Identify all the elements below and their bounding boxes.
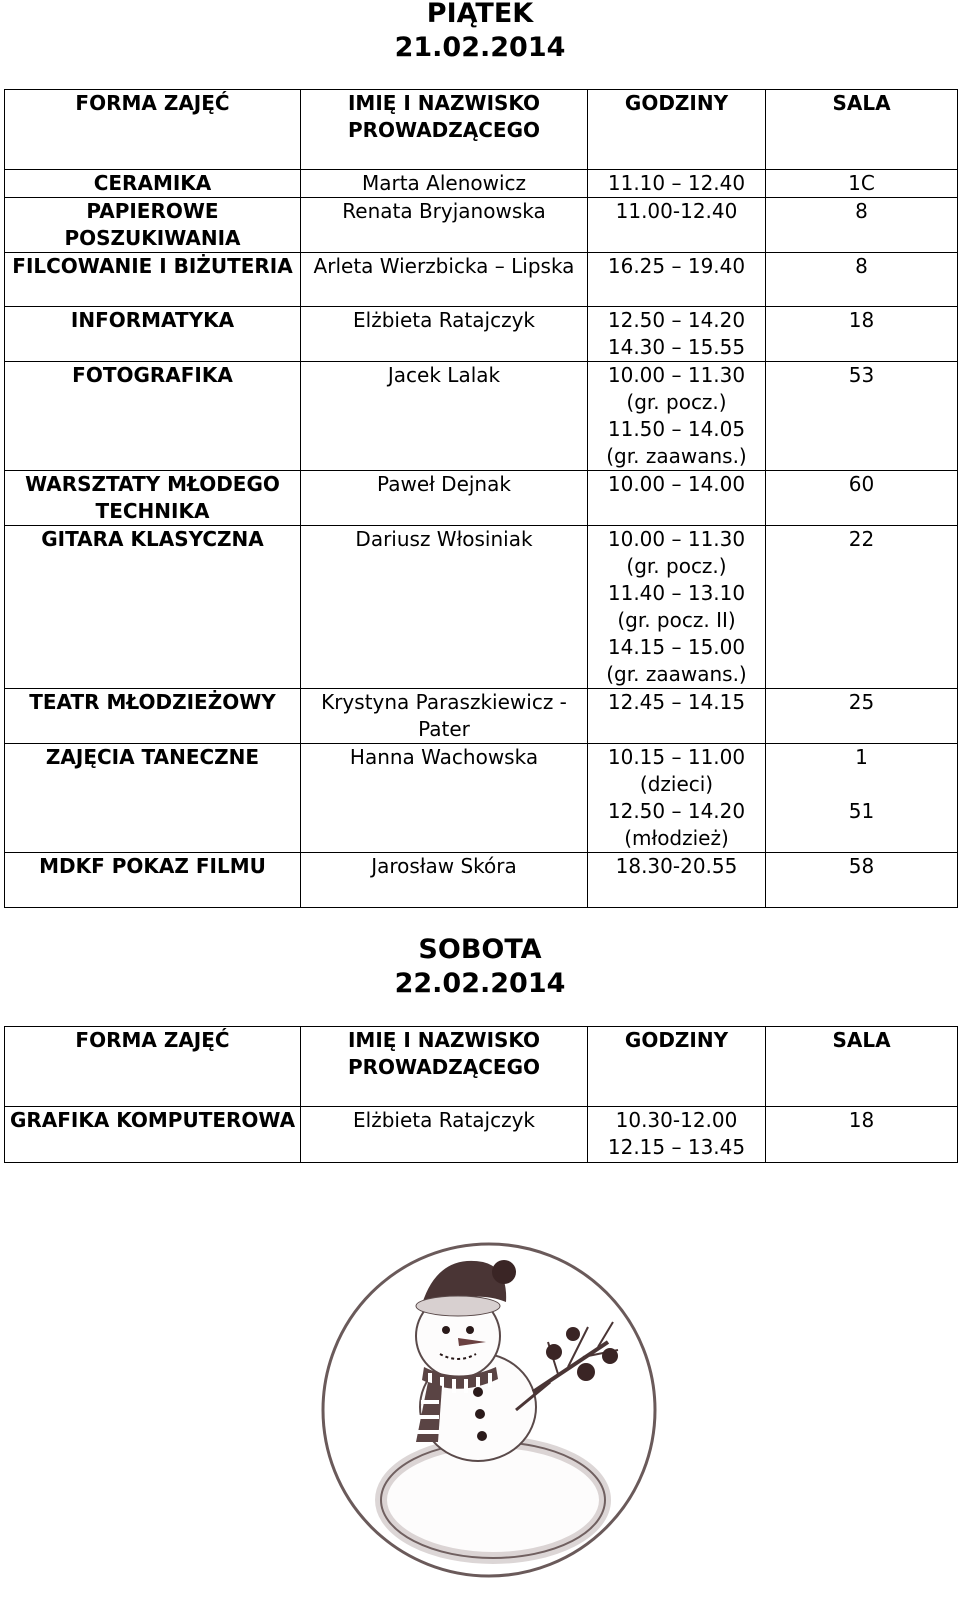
cell-sala	[766, 307, 958, 362]
cell-line: (gr. pocz. II)	[617, 608, 736, 632]
cell-sala	[766, 744, 958, 853]
friday-day: PIĄTEK	[426, 0, 534, 29]
cell-prowadzacy: Elżbieta Ratajczyk	[301, 1107, 588, 1163]
column-header: FORMA ZAJĘĆ	[5, 1027, 301, 1107]
cell-godziny	[588, 198, 766, 253]
table-row	[5, 471, 958, 526]
table-row	[5, 253, 958, 307]
cell-line: (gr. pocz.)	[626, 390, 727, 414]
cell-line: 10.15 – 11.00	[607, 745, 746, 769]
cell-line: 8	[855, 254, 868, 278]
table-row	[5, 1107, 958, 1163]
table-row	[5, 198, 958, 253]
cell-line: 18.30-20.55	[615, 854, 738, 878]
cell-line: 53	[848, 363, 875, 387]
cell-forma: FILCOWANIE I BIŻUTERIA	[5, 253, 301, 307]
friday-table-body	[5, 90, 958, 908]
saturday-date: 22.02.2014	[394, 968, 566, 999]
cell-line: 12.50 – 14.20	[607, 308, 746, 332]
cell-prowadzacy: Jacek Lalak	[301, 362, 588, 471]
cell-sala	[766, 198, 958, 253]
cell-sala	[766, 853, 958, 908]
table-header-row	[5, 90, 958, 170]
column-header: IMIĘ I NAZWISKO PROWADZĄCEGO	[301, 1027, 588, 1107]
cell-line: 16.25 – 19.40	[607, 254, 746, 278]
cell-line: 10.00 – 11.30	[607, 363, 746, 387]
cell-line: 60	[848, 472, 875, 496]
cell-godziny	[588, 307, 766, 362]
cell-prowadzacy: Elżbieta Ratajczyk	[301, 307, 588, 362]
cell-line: 58	[848, 854, 875, 878]
cell-line: 25	[848, 690, 875, 714]
cell-line: 1C	[848, 171, 875, 195]
cell-forma: INFORMATYKA	[5, 307, 301, 362]
cell-godziny	[588, 1107, 766, 1163]
cell-line: 51	[848, 799, 875, 823]
cell-prowadzacy: Jarosław Skóra	[301, 853, 588, 908]
cell-line: 11.50 – 14.05	[607, 417, 746, 441]
cell-godziny	[588, 689, 766, 744]
saturday-day: SOBOTA	[418, 934, 542, 965]
cell-prowadzacy: Krystyna Paraszkiewicz - Pater	[301, 689, 588, 744]
cell-line: 11.40 – 13.10	[607, 581, 746, 605]
cell-sala	[766, 362, 958, 471]
cell-line: (gr. pocz.)	[626, 554, 727, 578]
cell-line: 18	[848, 1108, 875, 1132]
cell-line: 10.30-12.00	[615, 1108, 738, 1132]
table-row	[5, 744, 958, 853]
cell-line: 12.45 – 14.15	[607, 690, 746, 714]
table-row	[5, 307, 958, 362]
cell-prowadzacy: Dariusz Włosiniak	[301, 526, 588, 689]
cell-forma: WARSZTATY MŁODEGO TECHNIKA	[5, 471, 301, 526]
table-row	[5, 362, 958, 471]
column-header: SALA	[766, 90, 958, 170]
cell-forma: GRAFIKA KOMPUTEROWA	[5, 1107, 301, 1163]
cell-godziny	[588, 362, 766, 471]
column-header: FORMA ZAJĘĆ	[5, 90, 301, 170]
column-header: SALA	[766, 1027, 958, 1107]
cell-line: 10.00 – 11.30	[607, 527, 746, 551]
cell-sala	[766, 253, 958, 307]
cell-godziny	[588, 526, 766, 689]
column-header: IMIĘ I NAZWISKO PROWADZĄCEGO	[301, 90, 588, 170]
cell-line: (dzieci)	[639, 772, 714, 796]
cell-forma: ZAJĘCIA TANECZNE	[5, 744, 301, 853]
friday-schedule-table	[4, 89, 958, 908]
cell-line: 18	[848, 308, 875, 332]
cell-forma: PAPIEROWE POSZUKIWANIA	[5, 198, 301, 253]
saturday-table-body	[5, 1027, 958, 1163]
cell-sala	[766, 471, 958, 526]
cell-godziny	[588, 744, 766, 853]
cell-sala	[766, 170, 958, 198]
cell-line: 8	[855, 199, 868, 223]
cell-line	[766, 771, 957, 798]
cell-line: 14.15 – 15.00	[607, 635, 746, 659]
cell-line: 12.50 – 14.20	[607, 799, 746, 823]
table-row	[5, 853, 958, 908]
cell-line: 22	[848, 527, 875, 551]
cell-prowadzacy: Hanna Wachowska	[301, 744, 588, 853]
cell-line: (gr. zaawans.)	[606, 662, 747, 686]
cell-line: 11.10 – 12.40	[607, 171, 746, 195]
table-row	[5, 170, 958, 198]
cell-prowadzacy: Marta Alenowicz	[301, 170, 588, 198]
cell-godziny	[588, 471, 766, 526]
column-header: GODZINY	[588, 90, 766, 170]
cell-line: 12.15 – 13.45	[607, 1135, 746, 1159]
cell-godziny	[588, 170, 766, 198]
table-row	[5, 526, 958, 689]
cell-line: 10.00 – 14.00	[607, 472, 746, 496]
cell-line: 14.30 – 15.55	[607, 335, 746, 359]
cell-sala	[766, 1107, 958, 1163]
saturday-schedule-table	[4, 1026, 958, 1163]
cell-prowadzacy: Renata Bryjanowska	[301, 198, 588, 253]
table-row	[5, 689, 958, 744]
cell-sala	[766, 689, 958, 744]
column-header: GODZINY	[588, 1027, 766, 1107]
cell-sala	[766, 526, 958, 689]
cell-forma: GITARA KLASYCZNA	[5, 526, 301, 689]
cell-forma: CERAMIKA	[5, 170, 301, 198]
cell-prowadzacy: Arleta Wierzbicka – Lipska	[301, 253, 588, 307]
saturday-title	[0, 933, 960, 1001]
snowman-drawing-icon	[318, 1232, 660, 1596]
cell-godziny	[588, 853, 766, 908]
cell-godziny	[588, 253, 766, 307]
cell-line: (młodzież)	[624, 826, 729, 850]
cell-line: 11.00-12.40	[615, 199, 738, 223]
cell-line: 1	[855, 745, 868, 769]
friday-date: 21.02.2014	[394, 32, 566, 63]
cell-forma: FOTOGRAFIKA	[5, 362, 301, 471]
table-header-row	[5, 1027, 958, 1107]
cell-forma: TEATR MŁODZIEŻOWY	[5, 689, 301, 744]
cell-line: (gr. zaawans.)	[606, 444, 747, 468]
cell-forma: MDKF POKAZ FILMU	[5, 853, 301, 908]
cell-prowadzacy: Paweł Dejnak	[301, 471, 588, 526]
friday-title	[0, 0, 960, 65]
